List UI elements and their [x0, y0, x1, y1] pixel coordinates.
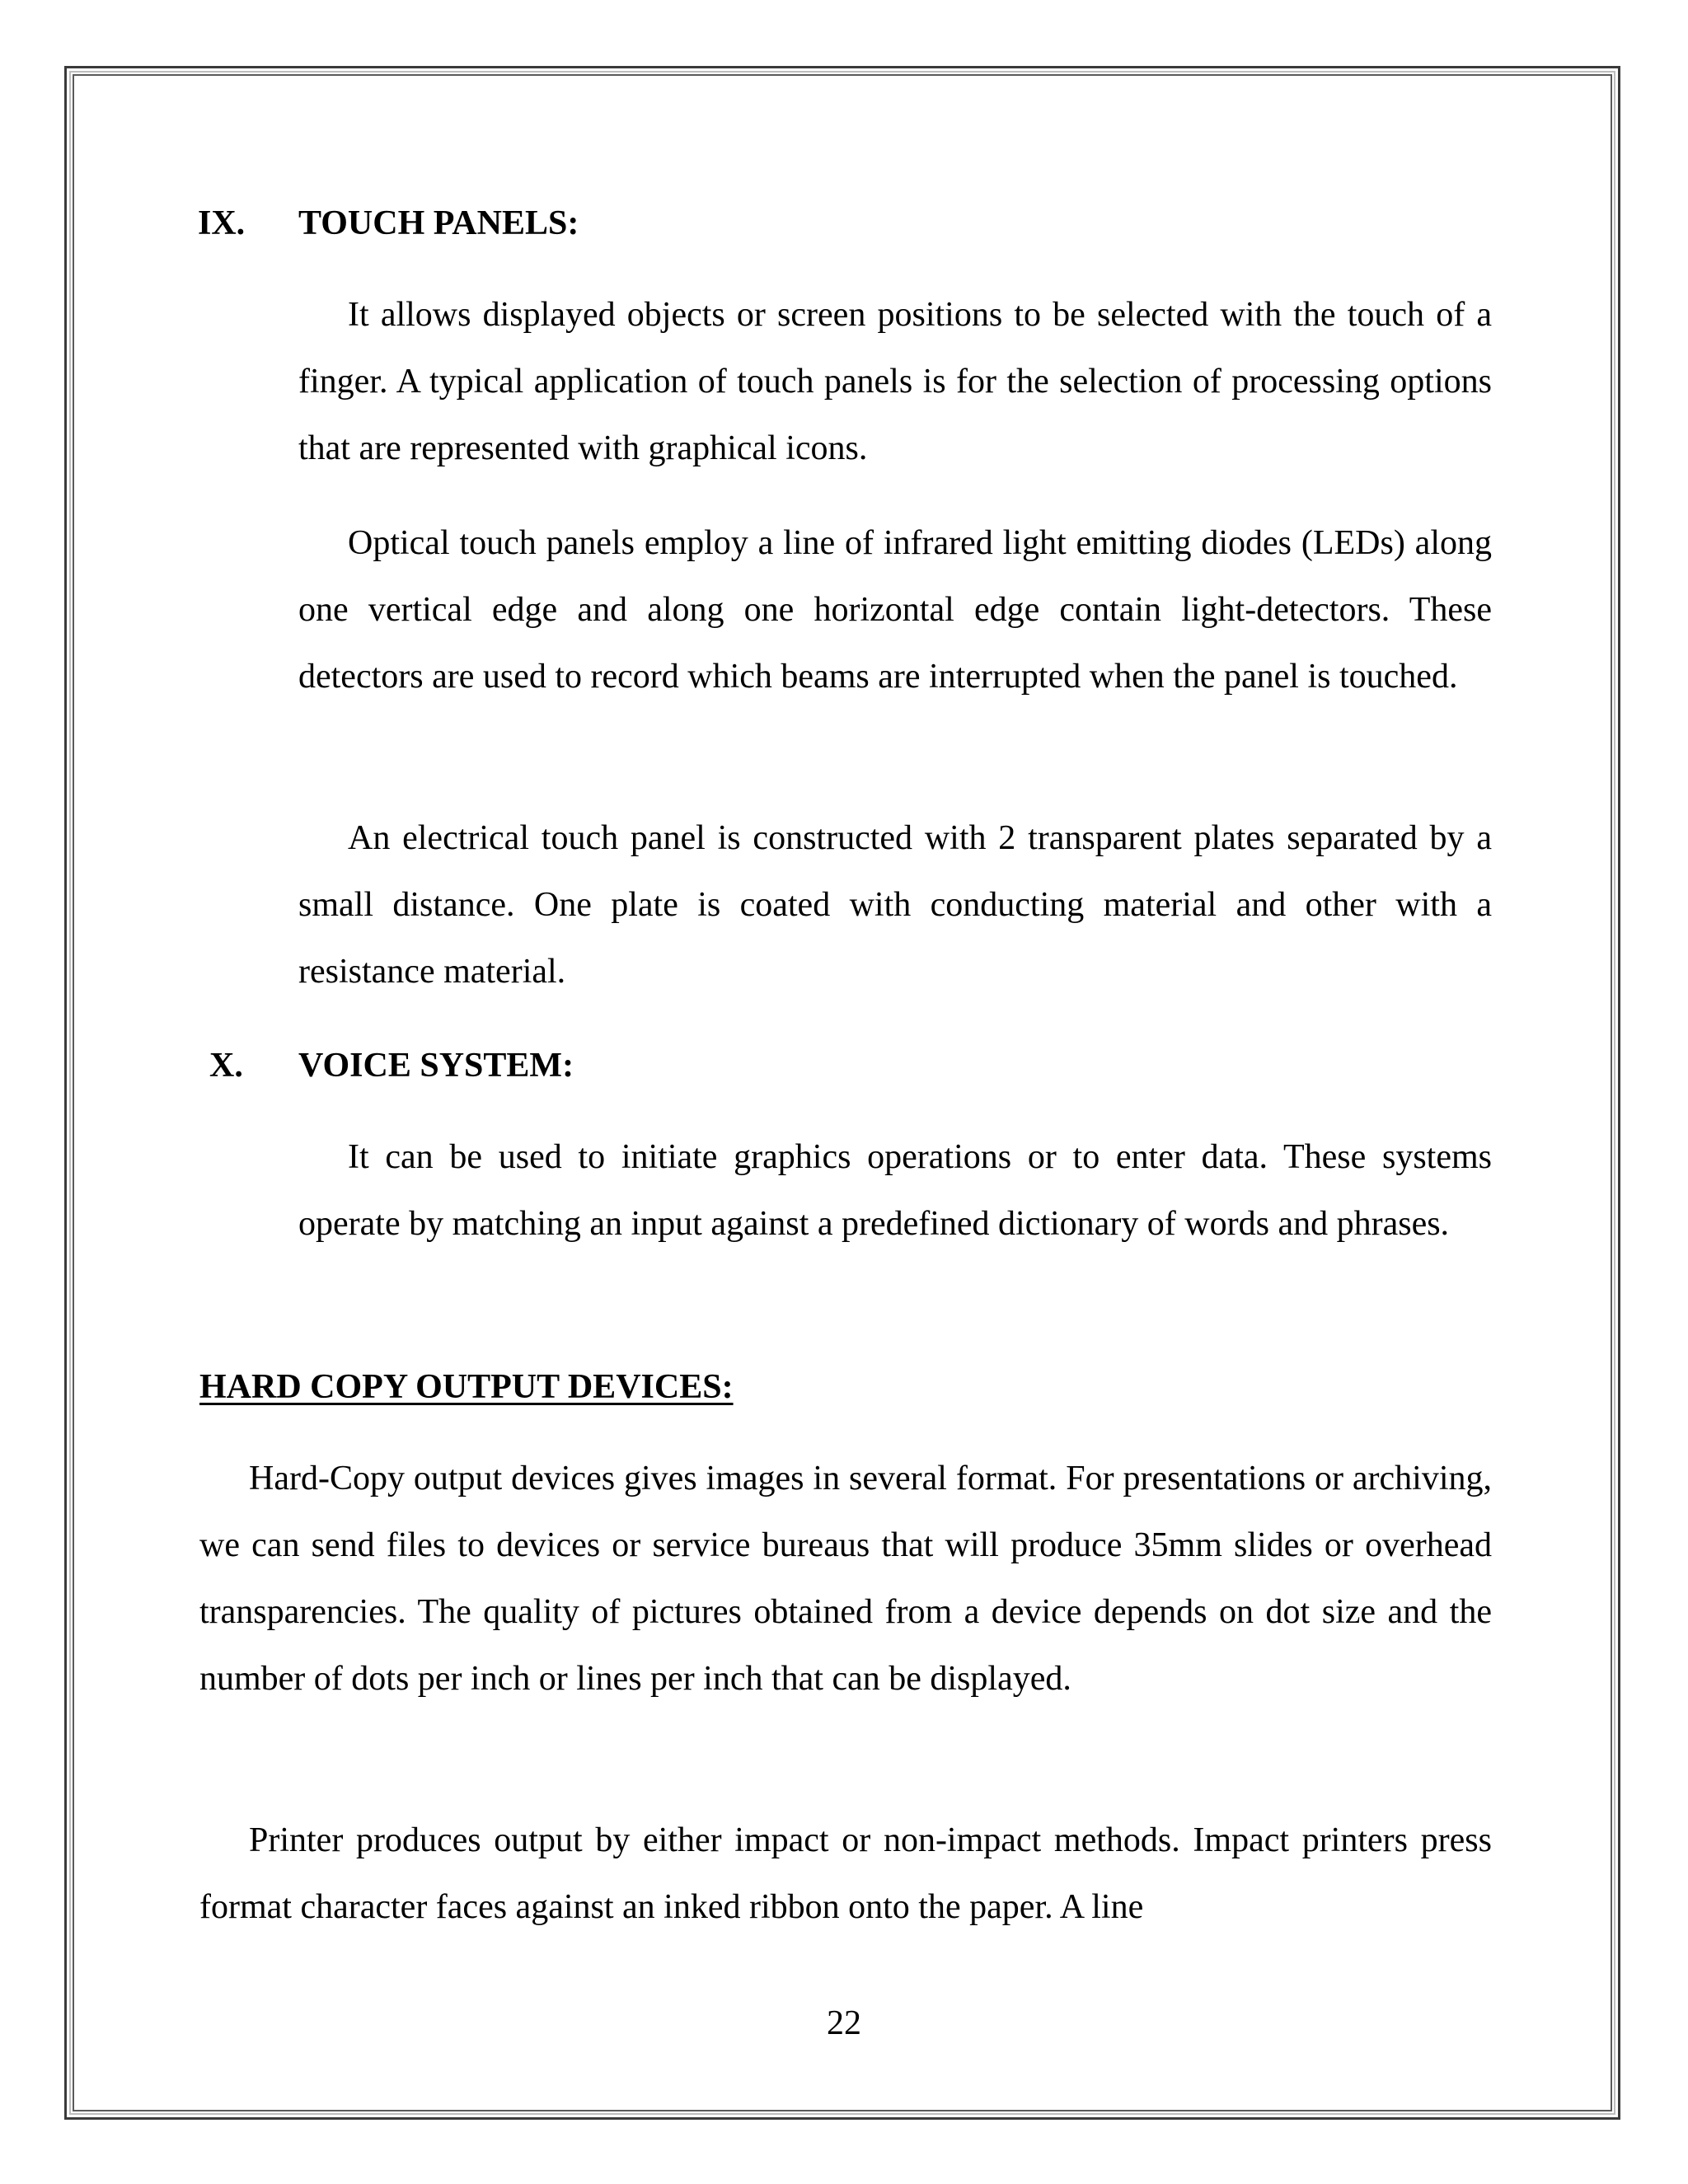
- paragraph: An electrical touch panel is constructed with 2 transparent plates separated by a small distance. One plate is coated with conducting material and other with a resistance material.: [298, 819, 1492, 991]
- paragraph: Hard-Copy output devices gives images in several format. For presentations or archiving, we can send files to devices or service bureaus that will produce 35mm slides or overhead transparencies. The quality of pictures obtained from a device depends on dot size and the number of dots per inch or lines per inch that can be displayed.: [199, 1460, 1492, 1698]
- section-title: VOICE SYSTEM:: [298, 1047, 574, 1085]
- paragraph: It allows displayed objects or screen positions to be selected with the touch of a finger. A typical application of touch panels is for the selection of processing options that are represented with graphical icons.: [298, 296, 1492, 467]
- page-number: 22: [827, 2004, 861, 2042]
- paragraph: Optical touch panels employ a line of infrared light emitting diodes (LEDs) along one vertical edge and along one horizontal edge contain light-detectors. These detectors are used to record which beams are interrupted when the panel is touched.: [298, 524, 1492, 696]
- paragraph: It can be used to initiate graphics operations or to enter data. These systems operate by matching an input against a predefined dictionary of words and phrases.: [298, 1138, 1492, 1243]
- section-number: X.: [209, 1047, 243, 1085]
- section-number: IX.: [198, 204, 246, 242]
- paragraph: Printer produces output by either impact or non-impact methods. Impact printers press format character faces against an inked ribbon onto the paper. A line: [199, 1821, 1492, 1926]
- section-title: TOUCH PANELS:: [298, 204, 579, 242]
- hard-copy-heading: HARD COPY OUTPUT DEVICES:: [199, 1368, 734, 1406]
